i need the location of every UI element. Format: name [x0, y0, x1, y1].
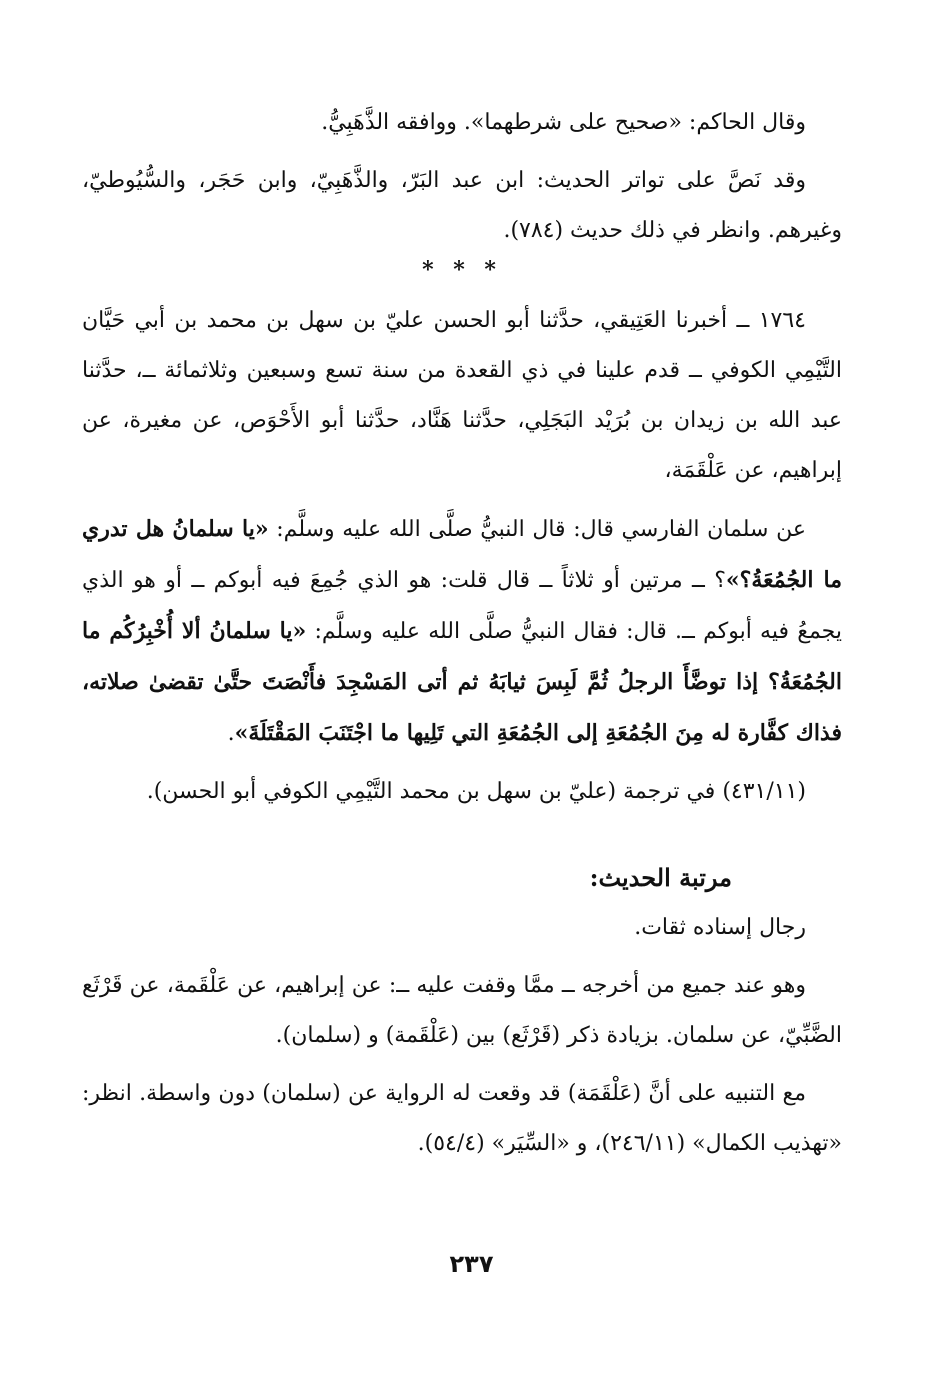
paragraph-hadith-text — [82, 504, 842, 759]
paragraph-citation: (٤٣١/١١) في ترجمة (عليّ بن سهل بن محمد التَّيْمِي الكوفي أبو الحسن). — [146, 779, 806, 804]
hadith-quote-1: «يا سلمانُ هل تدري ما الجُمُعَةُ؟» — [82, 516, 843, 593]
paragraph-hakim: وقال الحاكم: «صحيح على شرطهما». ووافقه الذَّهَبِيُّ. — [321, 110, 806, 135]
paragraph-tanbih: مع التنبيه على أنَّ (عَلْقَمَة) قد وقعت له الرواية عن (سلمان) دون واسطة. انظر: «تهذيب الكمال» (٢٤٦/١١)، و «السِّيَر» (٥٤/٤). — [82, 1081, 842, 1156]
section-heading: مرتبة الحديث: — [589, 863, 732, 892]
hadith-middle: ؟ ــ مرتين أو ثلاثاً ــ قال قلت: هو الذي جُمِعَ فيه أبوكم ــ أو هو الذي يجمعُ فيه أبوكم ــ. قال: فقال النبيُّ صلَّى الله عليه وسلَّم: — [82, 568, 842, 644]
hadith-end: . — [227, 721, 235, 746]
paragraph-isnad: ١٧٦٤ ــ أخبرنا العَتِيقي، حدَّثنا أبو الحسن عليّ بن سهل بن محمد بن أبي حَيَّان التَّيْمِي الكوفي ــ قدم علينا في ذي القعدة من سنة تسع وسبعين وثلاثمائة ــ، حدَّثنا عبد الله بن زيدان بن بُرَيْد البَجَلِي، حدَّثنا هَنَّاد، حدَّثنا أبو الأَحْوَص، عن مغيرة، عن إبراهيم، عن عَلْقَمَة، — [82, 308, 842, 483]
paragraph-rijal: رجال إسناده ثقات. — [634, 915, 806, 940]
page-number: ٢٣٧ — [449, 1250, 494, 1278]
hadith-quote-2: «يا سلمانُ ألا أُخْبِرُكُم ما الجُمُعَةُ؟ إذا توضَّأَ الرجلُ ثُمَّ لَبِسَ ثيابَهُ ثم أتى المَسْجِدَ فأَنْصَتَ حتَّىٰ تقضىٰ صلاته، فذاك كفَّارة له مِنَ الجُمُعَةِ إلى الجُمُعَةِ التي تَلِيها ما اجْتَنَبَ المَقْتَلَةَ» — [82, 618, 842, 746]
section-separator: * * * — [422, 257, 502, 283]
paragraph-takhrij: وهو عند جميع من أخرجه ــ ممَّا وقفت عليه ــ: عن إبراهيم، عن عَلْقَمة، عن قَرْثَع الضَّبِّيّ، عن سلمان. بزيادة ذكر (قَرْثَع) بين (عَلْقَمة) و (سلمان). — [82, 973, 842, 1048]
paragraph-tawatur: وقد نَصَّ على تواتر الحديث: ابن عبد البَرّ، والذَّهَبِيّ، وابن حَجَر، والسُّيُوطيّ، وغيرهم. وانظر في ذلك حديث (٧٨٤). — [82, 168, 842, 243]
page-body — [82, 98, 842, 1169]
hadith-intro: عن سلمان الفارسي قال: قال النبيُّ صلَّى الله عليه وسلَّم: — [268, 517, 806, 542]
